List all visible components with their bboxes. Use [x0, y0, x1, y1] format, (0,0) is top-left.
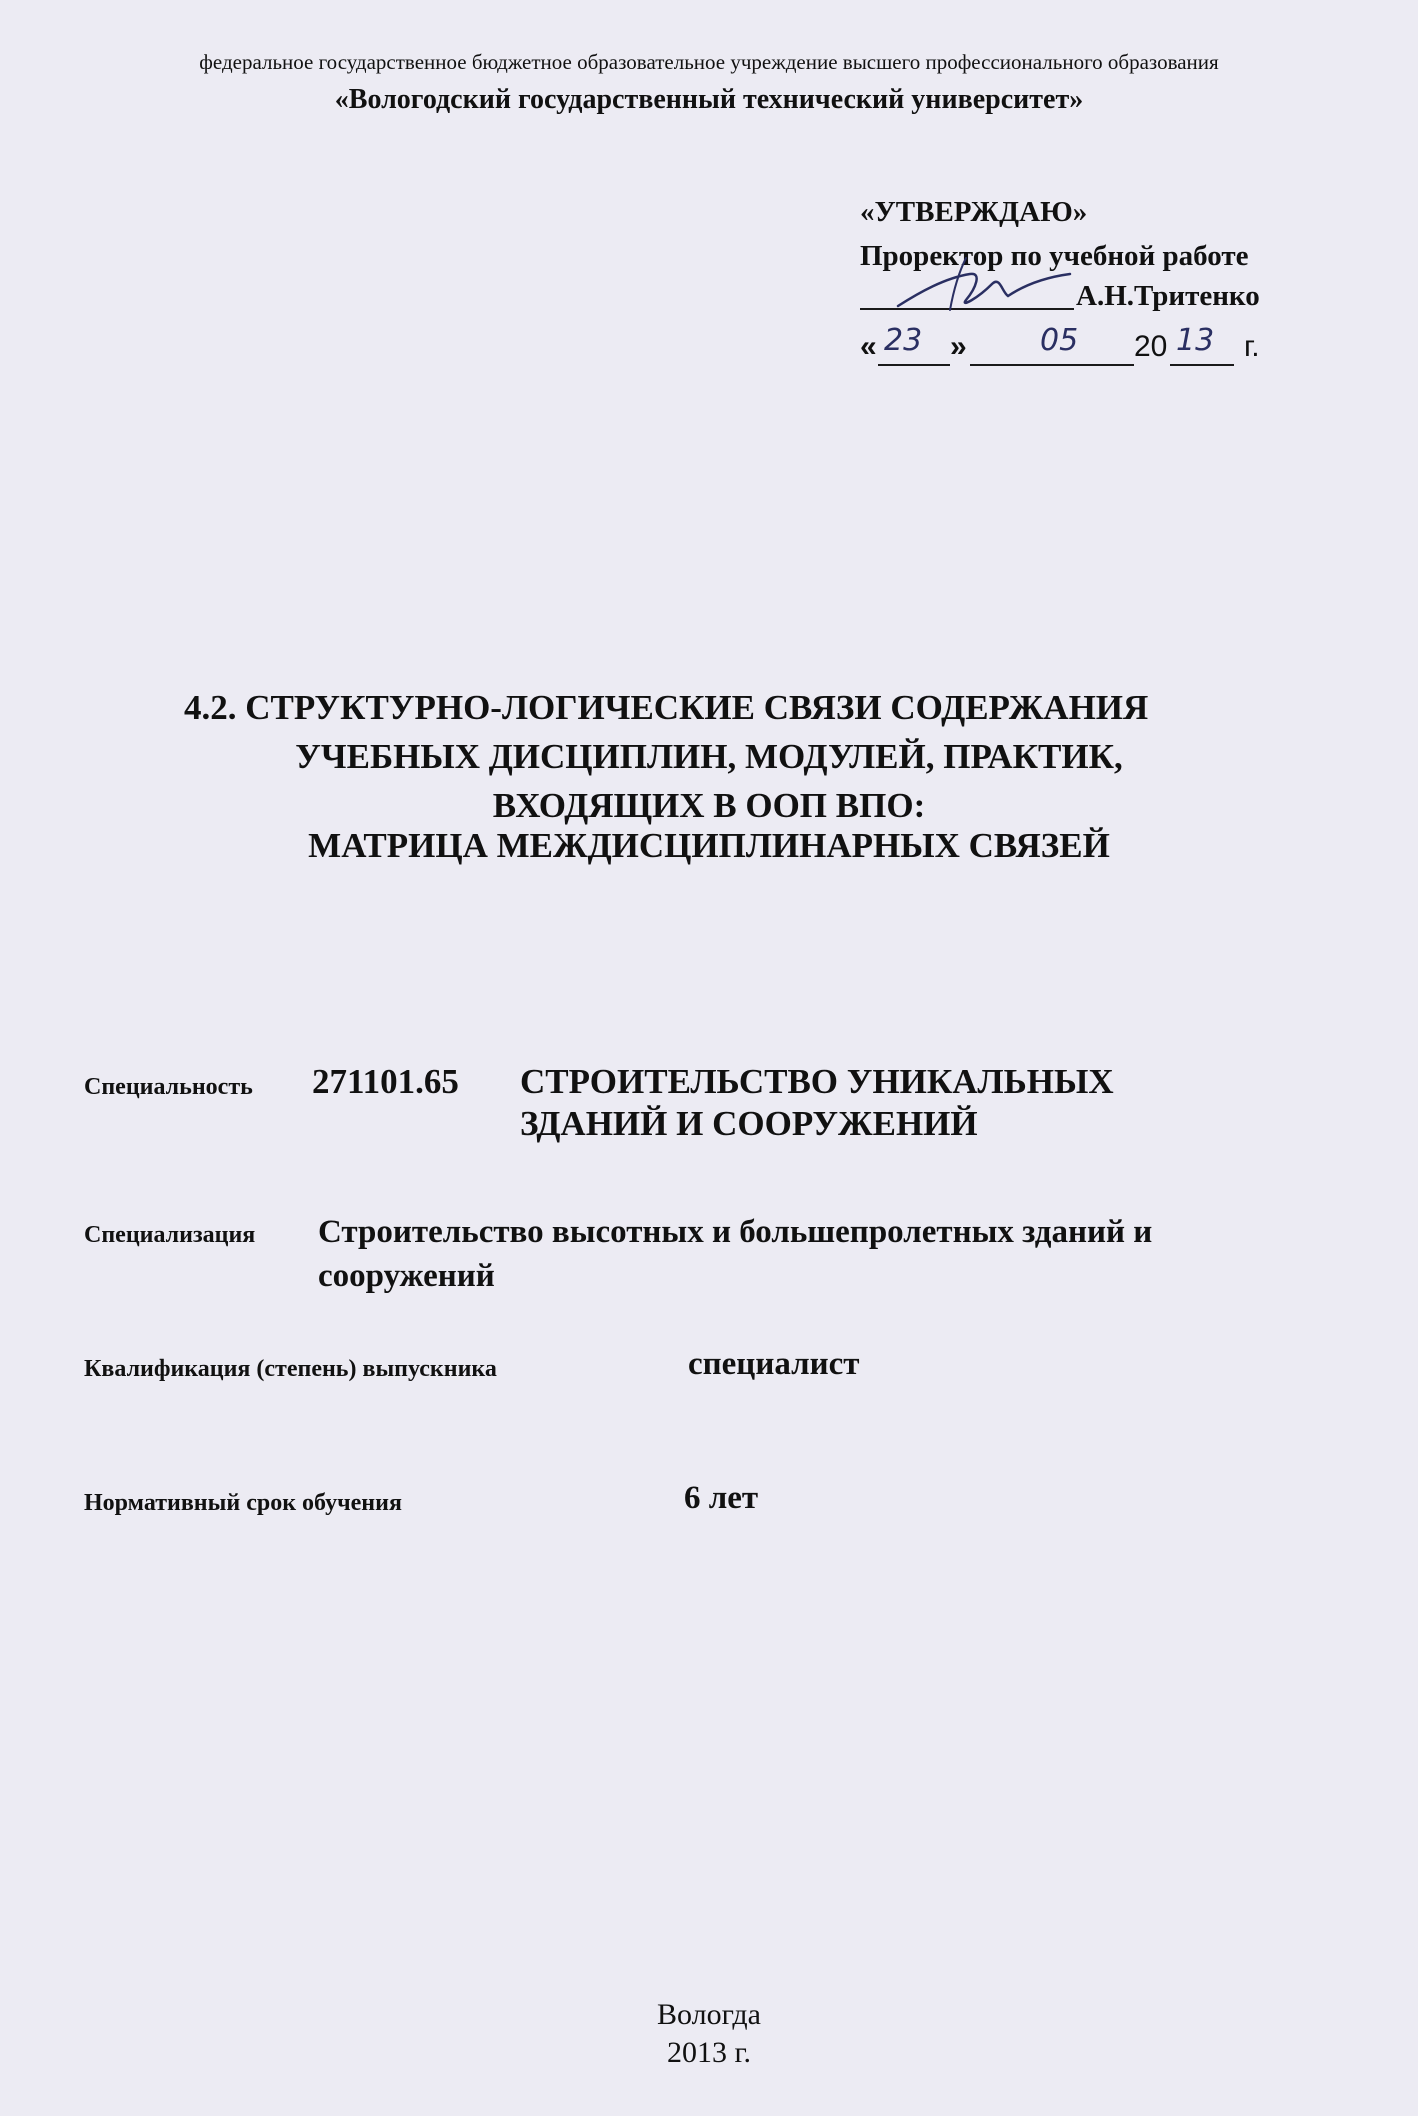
specialty-name-line-1: СТРОИТЕЛЬСТВО УНИКАЛЬНЫХ	[520, 1062, 1114, 1101]
institution-type: федеральное государственное бюджетное образовательное учреждение высшего профессионального образования	[199, 50, 1219, 74]
date-year-unit: г.	[1244, 330, 1260, 363]
approver-name: А.Н.Тритенко	[1076, 280, 1260, 312]
approval-title: «УТВЕРЖДАЮ»	[860, 196, 1088, 228]
title-line-3: ВХОДЯЩИХ В ООП ВПО:	[492, 786, 926, 825]
title-line-4: МАТРИЦА МЕЖДИСЦИПЛИНАРНЫХ СВЯЗЕЙ	[308, 826, 1110, 865]
specialty-code: 271101.65	[312, 1062, 459, 1101]
date-year-suffix: 13	[1176, 323, 1215, 358]
day-underline	[878, 364, 950, 366]
date-day: 23	[884, 323, 923, 358]
footer-year: 2013 г.	[667, 2036, 751, 2069]
date-month: 05	[1040, 323, 1079, 358]
title-line-2: УЧЕБНЫХ ДИСЦИПЛИН, МОДУЛЕЙ, ПРАКТИК,	[295, 737, 1123, 776]
specialty-label: Специальность	[84, 1074, 253, 1100]
signature	[890, 248, 1100, 328]
duration-value: 6 лет	[684, 1480, 759, 1516]
title-line-1: 4.2. СТРУКТУРНО-ЛОГИЧЕСКИЕ СВЯЗИ СОДЕРЖАНИЯ	[184, 688, 1149, 727]
date-year-prefix: 20	[1134, 330, 1168, 363]
specialty-name-line-2: ЗДАНИЙ И СООРУЖЕНИЙ	[520, 1104, 978, 1143]
duration-label: Нормативный срок обучения	[84, 1490, 402, 1516]
month-underline	[970, 364, 1134, 366]
specialization-value-line-2: сооружений	[318, 1258, 495, 1294]
qualification-label: Квалификация (степень) выпускника	[84, 1356, 497, 1382]
date-quote-open: «	[860, 330, 877, 363]
approval-position: Проректор по учебной работе	[860, 240, 1249, 272]
specialization-label: Специализация	[84, 1222, 256, 1248]
footer-city: Вологда	[657, 1998, 761, 2031]
qualification-value: специалист	[688, 1346, 860, 1382]
university-name: «Вологодский государственный технический университет»	[334, 84, 1084, 115]
specialization-value-line-1: Строительство высотных и большепролетных зданий и	[318, 1214, 1153, 1250]
date-quote-close: »	[950, 330, 967, 363]
year-underline	[1170, 364, 1234, 366]
